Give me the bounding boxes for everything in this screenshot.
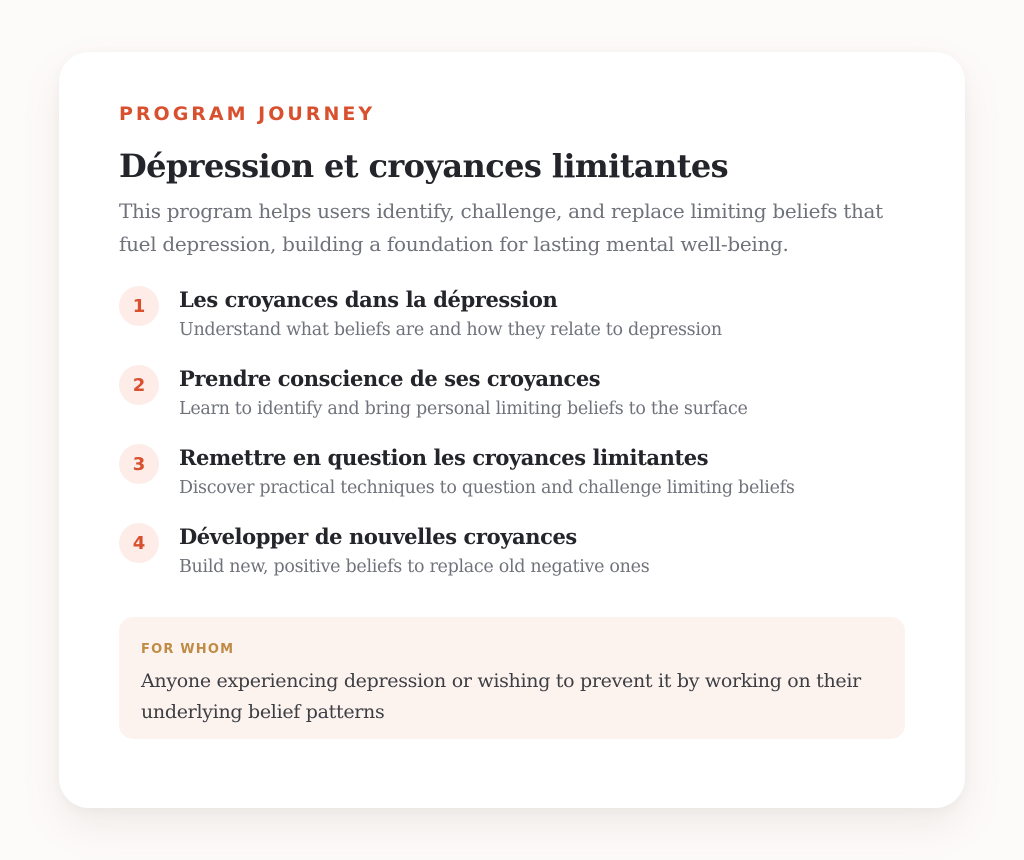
step-number-badge: 1: [119, 286, 159, 326]
program-description: This program helps users identify, challenge, and replace limiting beliefs that fuel depression, building a foundation for lasting mental well-being.: [119, 199, 883, 256]
journey-step: [119, 365, 905, 444]
target-audience-box: [119, 617, 905, 739]
section-eyebrow: PROGRAM JOURNEY: [119, 103, 376, 125]
step-subtitle: Understand what beliefs are and how they relate to depression: [179, 320, 722, 340]
step-subtitle: Learn to identify and bring personal limiting beliefs to the surface: [179, 399, 748, 419]
step-number-badge: 3: [119, 444, 159, 484]
step-title: Développer de nouvelles croyances: [179, 524, 577, 549]
step-title: Remettre en question les croyances limitantes: [179, 445, 709, 470]
journey-step: [119, 444, 905, 523]
audience-label: FOR WHOM: [141, 642, 235, 657]
journey-step: [119, 286, 905, 365]
step-number-badge: 2: [119, 365, 159, 405]
audience-text: Anyone experiencing depression or wishing to prevent it by working on their underlying belief patterns: [141, 670, 861, 723]
program-title: Dépression et croyances limitantes: [119, 147, 729, 185]
step-subtitle: Discover practical techniques to question and challenge limiting beliefs: [179, 478, 795, 498]
journey-steps-list: [119, 286, 905, 602]
step-subtitle: Build new, positive beliefs to replace old negative ones: [179, 557, 650, 577]
step-title: Les croyances dans la dépression: [179, 287, 558, 312]
program-card: [59, 52, 965, 808]
journey-step: [119, 523, 905, 602]
step-title: Prendre conscience de ses croyances: [179, 366, 601, 391]
step-number-badge: 4: [119, 523, 159, 563]
